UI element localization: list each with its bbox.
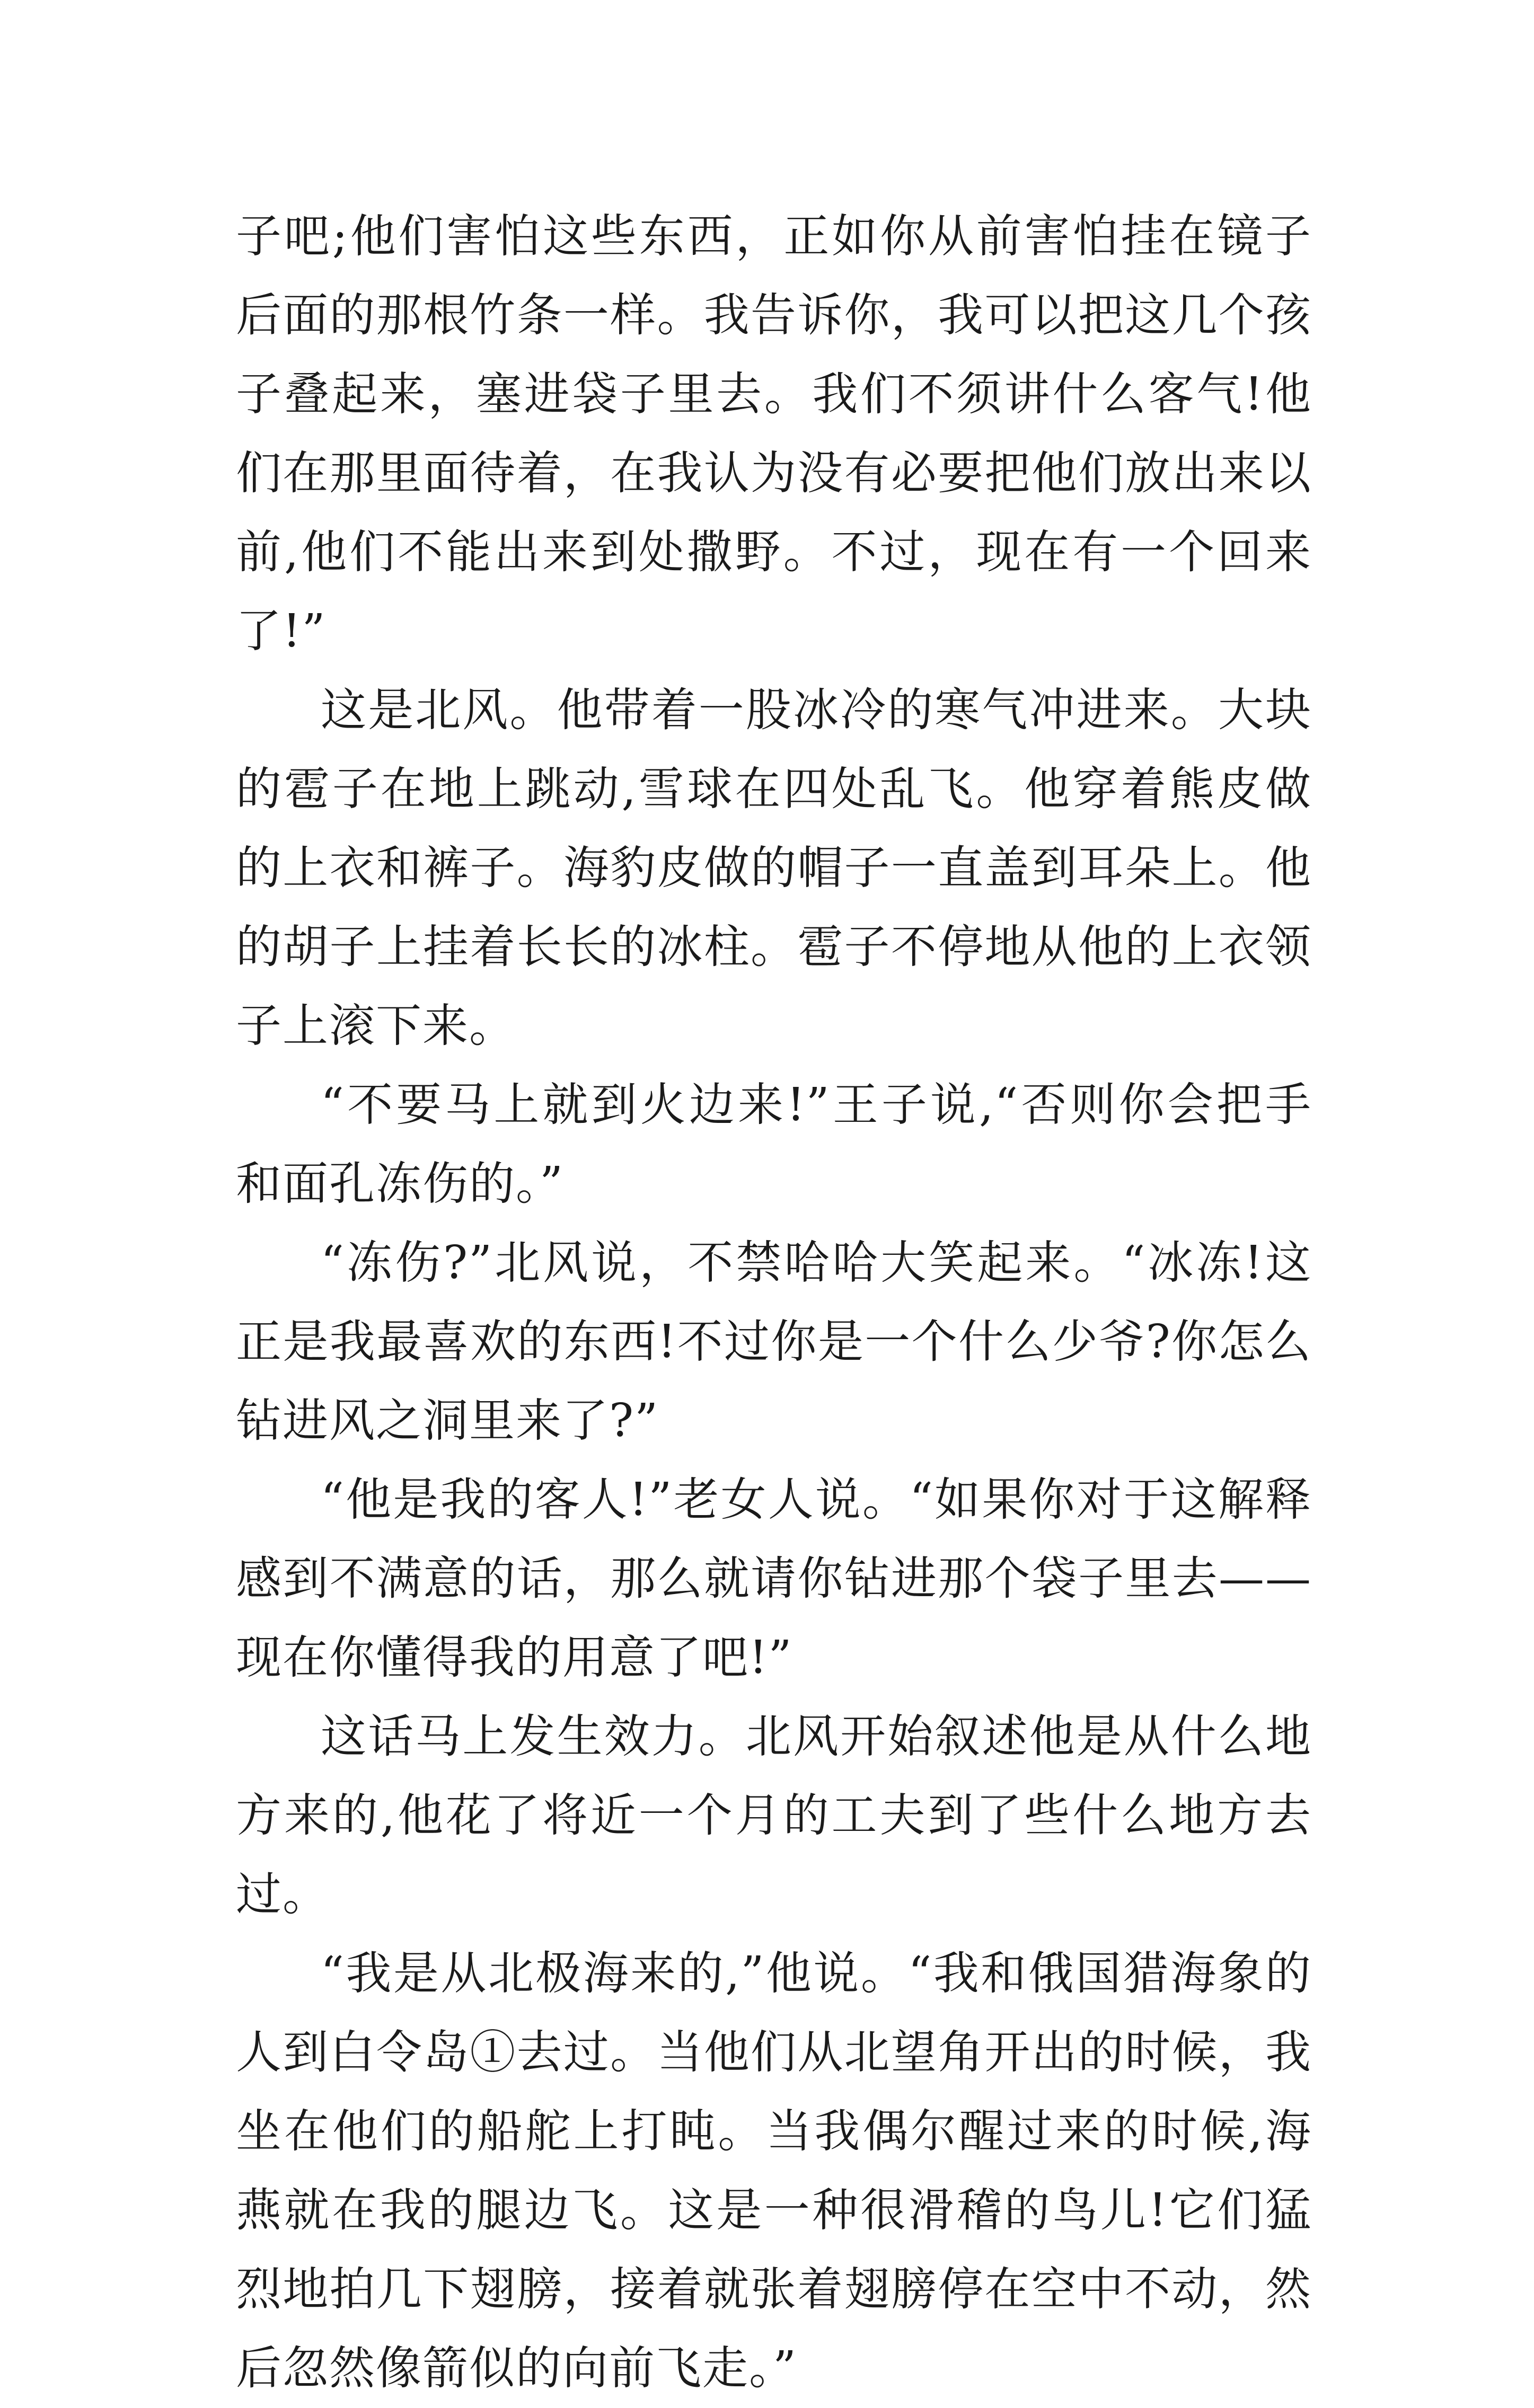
paragraph-4: “冻伤?”北风说，不禁哈哈大笑起来。“冰冻!这正是我最喜欢的东西!不过你是一个什么少爷?你怎么钻进风之洞里来了?” bbox=[236, 1236, 1312, 1447]
paragraph-5: “他是我的客人!”老女人说。“如果你对于这解释感到不满意的话，那么就请你钻进那个袋子里去——现在你懂得我的用意了吧!” bbox=[236, 1473, 1312, 1684]
paragraph-3: “不要马上就到火边来!”王子说,“否则你会把手和面孔冻伤的。” bbox=[236, 1078, 1312, 1210]
paragraph-7: “我是从北极海来的,”他说。“我和俄国猎海象的人到白令岛①去过。当他们从北望角开出的时候，我坐在他们的船舵上打盹。当我偶尔醒过来的时候,海燕就在我的腿边飞。这是一种很滑稽的鸟儿!它们猛烈地拍几下翅膀，接着就张着翅膀停在空中不动，然后忽然像箭似的向前飞走。” bbox=[236, 1947, 1312, 2395]
paragraph-6: 这话马上发生效力。北风开始叙述他是从什么地方来的,他花了将近一个月的工夫到了些什么地方去过。 bbox=[236, 1710, 1312, 1921]
paragraph-1: 子吧;他们害怕这些东西，正如你从前害怕挂在镜子后面的那根竹条一样。我告诉你，我可以把这几个孩子叠起来，塞进袋子里去。我们不须讲什么客气!他们在那里面待着，在我认为没有必要把他们放出来以前,他们不能出来到处撒野。不过，现在有一个回来了!” bbox=[236, 210, 1312, 658]
paragraph-2: 这是北风。他带着一股冰冷的寒气冲进来。大块的雹子在地上跳动,雪球在四处乱飞。他穿着熊皮做的上衣和裤子。海豹皮做的帽子一直盖到耳朵上。他的胡子上挂着长长的冰柱。雹子不停地从他的上衣领子上滚下来。 bbox=[236, 684, 1312, 1052]
story-text bbox=[236, 197, 1312, 2408]
